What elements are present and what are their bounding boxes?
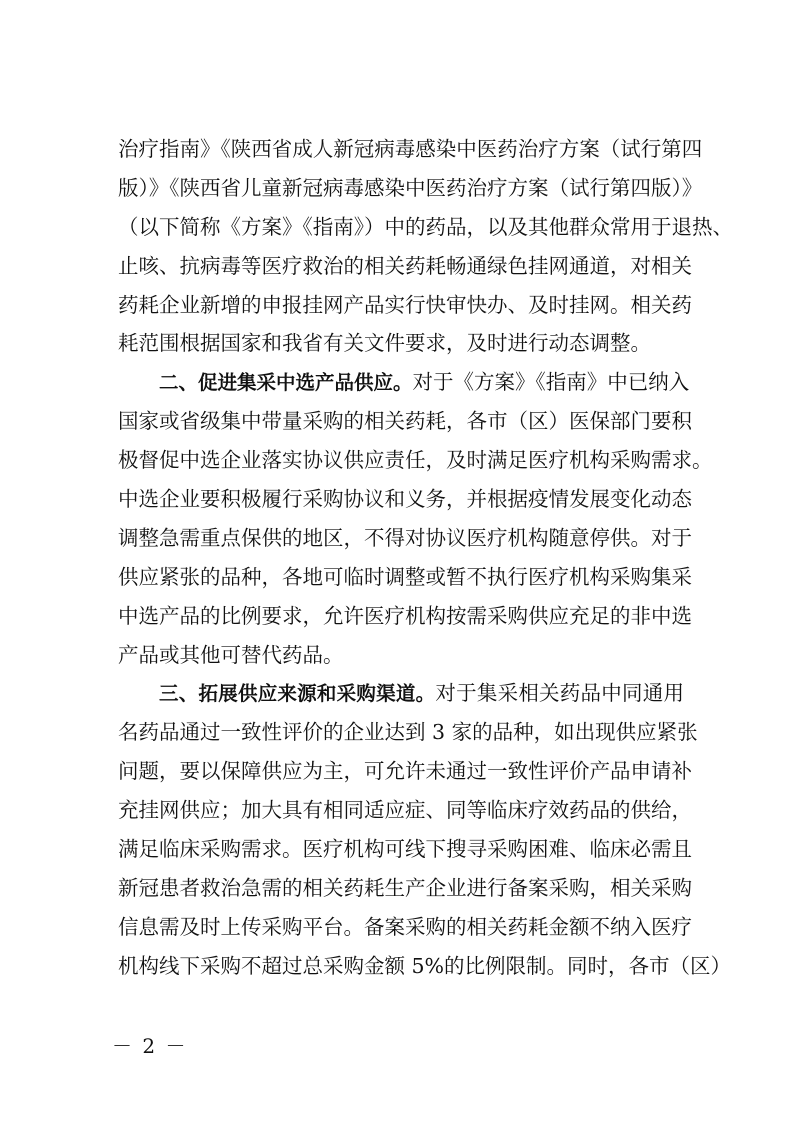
text-line [118,947,732,986]
line-text: 充挂网供应；加大具有相同适应症、同等临床疗效药品的供给， [118,798,692,823]
line-text: 满足临床采购需求。医疗机构可线下搜寻采购困难、临床必需且 [118,837,692,862]
line-text: 供应紧张的品种，各地可临时调整或暂不执行医疗机构采购集采 [118,564,692,589]
text-line [118,830,692,869]
line-text: 信息需及时上传采购平台。备案采购的相关药耗金额不纳入医疗 [118,914,692,939]
line-text: 耗范围根据国家和我省有关文件要求，及时进行动态调整。 [118,331,651,356]
line-text: 版）》《陕西省儿童新冠病毒感染中医药治疗方案（试行第四版）》 [118,175,703,200]
section-heading: 二、促进集采中选产品供应。 [159,371,413,395]
body-text [118,130,733,986]
text-line [118,636,684,675]
text-line [118,402,692,441]
text-line [118,286,692,325]
text-line [118,324,684,363]
text-line [118,130,703,169]
line-text: 名药品通过一致性评价的企业达到 3 家的品种，如出现供应紧张 [118,720,698,745]
line-text: （以下简称《方案》《指南》）中的药品，以及其他群众常用于退热、 [118,214,733,239]
text-line [118,713,698,752]
line-text: 对于《方案》《指南》中已纳入 [412,370,690,395]
line-text: 止咳、抗病毒等医疗救治的相关药耗畅通绿色挂网通道，对相关 [118,253,692,278]
line-text: 中选企业要积极履行采购协议和义务，并根据疫情发展变化动态 [118,487,692,512]
text-line [118,597,692,636]
line-text: 国家或省级集中带量采购的相关药耗，各市（区）医保部门要积 [118,409,692,434]
text-line [118,169,703,208]
text-line [118,247,692,286]
text-line [118,480,692,519]
text-line [118,908,692,947]
section-heading-line [118,363,690,402]
text-line [118,208,733,247]
line-text: 产品或其他可替代药品。 [118,642,344,667]
line-text: 治疗指南》《陕西省成人新冠病毒感染中医药治疗方案（试行第四 [118,137,703,161]
text-line [118,441,713,480]
text-line [118,752,692,791]
text-line [118,869,692,908]
text-line [118,558,692,597]
line-text: 新冠患者救治急需的相关药耗生产企业进行备案采购，相关采购 [118,875,692,900]
line-text: 药耗企业新增的申报挂网产品实行快审快办、及时挂网。相关药 [118,292,692,317]
line-text: 问题，要以保障供应为主，可允许未通过一致性评价产品申请补 [118,759,692,784]
line-text: 极督促中选企业落实协议供应责任，及时满足医疗机构采购需求。 [118,448,713,473]
section-heading-line [118,674,684,713]
text-line [118,791,692,830]
text-line [118,519,692,558]
line-text: 调整急需重点保供的地区，不得对协议医疗机构随意停供。对于 [118,525,692,550]
line-text: 机构线下采购不超过总采购金额 5%的比例限制。同时，各市（区） [118,953,732,978]
line-text: 中选产品的比例要求，允许医疗机构按需采购供应充足的非中选 [118,603,692,628]
page-number: － 2 － [112,1034,188,1058]
section-heading: 三、拓展供应来源和采购渠道。 [159,682,436,706]
line-text: 对于集采相关药品中同通用 [435,681,684,706]
